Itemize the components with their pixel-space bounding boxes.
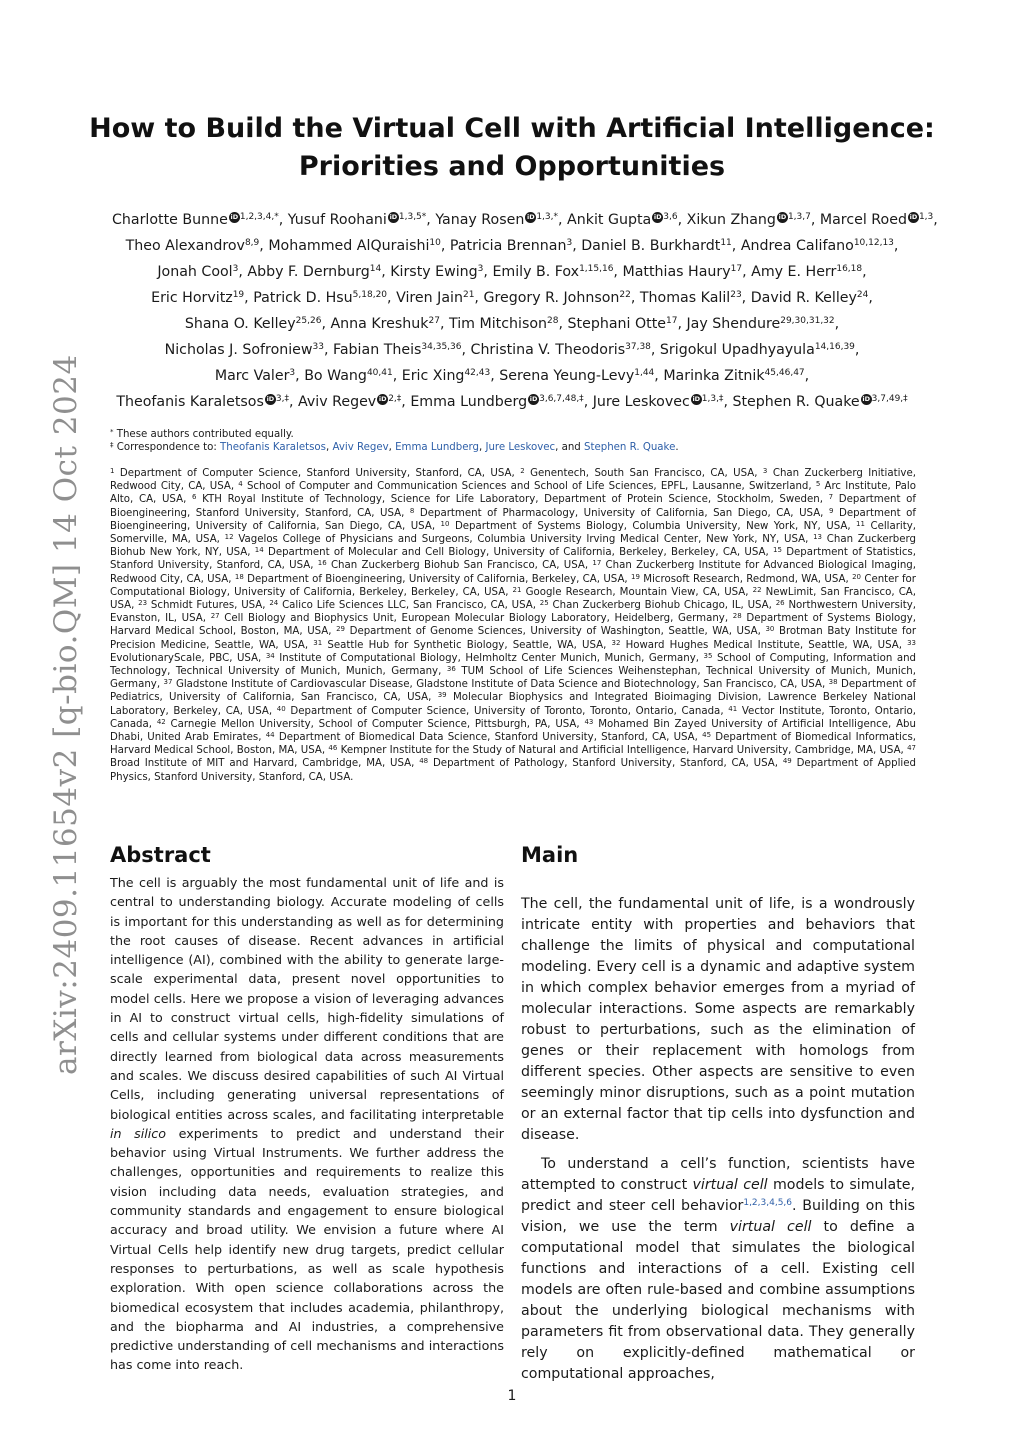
affiliation-number: 34 [265,651,275,660]
author-name: Marcel Roed [819,212,907,228]
affiliation-text: Cellarity, Somerville, MA, USA [110,520,917,546]
affiliation-number: 27 [210,612,220,621]
author [663,368,804,384]
author-affiliation-marks: 1,3 [918,212,934,222]
author [402,368,490,384]
affiliation-number: 48 [419,757,429,766]
affiliation-number: 29 [336,625,346,634]
author [112,212,279,228]
author [640,290,742,306]
affiliation-number: 7 [828,493,834,502]
affiliation-item [520,468,754,479]
author-affiliation-marks: 14,16,39 [814,342,855,352]
author-name: Abby F. Dernburg [247,264,370,280]
author [253,290,387,306]
affiliation-item [157,719,577,730]
author-affiliation-marks: 8,9 [244,238,260,248]
author-affiliation-marks: 40,41 [366,368,393,378]
affiliation-text: Department of Computer Science, University of Toronto, Toronto, Ontario, Canada [290,705,721,717]
correspondence-note: ‡ Correspondence to: Theofanis Karaletsos, Aviv Regev, Emma Lundberg, Jure Leskovec, and Stephen R. Quake. [110,441,679,453]
author-affiliation-marks: 3 [566,238,573,248]
main-body [521,894,915,1385]
author-name: Gregory R. Johnson [483,290,620,306]
author-name: Theofanis Karaletsos [116,394,264,410]
author [450,238,572,254]
affiliation-text: Gladstone Institute of Cardiovascular Disease, Gladstone Institute of Data Science and Biotechnology, San Francisco, CA, USA [175,679,822,691]
affiliation-text: Chan Zuckerberg Institute for Advanced Biological Imaging, Redwood City, CA, USA [110,560,916,585]
affiliation-number: 43 [584,717,594,726]
affiliation-text: Genentech, South San Francisco, CA, USA [530,468,755,479]
author-affiliation-marks: 3,6 [663,212,678,222]
affiliation-number: 17 [592,559,602,568]
main-heading: Main [521,843,579,867]
author-name: Stephen R. Quake [732,394,860,410]
affiliation-number: 46 [328,744,338,753]
affiliation-number: 35 [703,651,713,660]
affiliation-text: KTH Royal Institute of Technology, Science for Life Laboratory, Department of Protein Science, Stockholm, Sweden [202,494,820,506]
affiliation-text: Schmidt Futures, USA [150,600,263,612]
author-name: Fabian Theis [333,342,422,358]
author-name: Yanay Rosen [435,212,525,228]
author-name: Ankit Gupta [567,212,652,228]
orcid-icon[interactable]: iD [230,213,239,221]
author-affiliation-marks: 24 [856,290,869,300]
affiliation-number: 16 [317,559,327,568]
orcid-icon[interactable]: iD [862,395,870,403]
author-line: Jonah Cool$^3$, Abby F. Dernburg$^{14}$, Kirsty Ewing$^3$, Emily B. Fox$^{1,15,16}$, Matthias Haury$^{17}$, Amy E. Herr$^{16,18}$, [157,264,867,280]
affiliation-text: Seattle Hub for Synthetic Biology, Seattle, WA, USA [327,639,604,651]
author [483,290,630,306]
author [593,394,724,410]
affiliation-text: EvolutionaryScale, PBC, USA [110,652,259,664]
affiliation-text: NewLimit, San Francisco, CA, USA [110,586,917,612]
author [247,264,381,280]
affiliation-text: Google Research, Mountain View, CA, USA [525,586,746,598]
author-affiliation-marks: 25,26 [295,316,322,326]
affiliation-text: Department of Statistics, Stanford University, Stanford, CA, USA [110,547,916,572]
author-affiliation-marks: 45,46,47 [764,368,805,378]
author [751,264,862,280]
author-affiliation-marks: 3 [289,368,296,378]
affiliation-text: School of Computing, Information and Technology, Technical University of Munich, Munich, Germany [110,652,916,678]
author-affiliation-marks: 1,3,* [536,212,559,222]
author-affiliation-marks: 17 [730,264,743,274]
author-line: Theo Alexandrov$^{8,9}$, Mohammed AlQuraishi$^{10}$, Patricia Brennan$^3$, Daniel B. Burkhardt$^{11}$, Andrea Califano$^{10,12,13}$, [125,238,899,254]
author-affiliation-marks: 3,‡ [275,394,289,404]
author [157,264,238,280]
author-affiliation-marks: 3 [477,264,484,274]
affiliation-number: 24 [269,599,279,608]
affiliation-text: Department of Bioengineering, Stanford University, Stanford, CA, USA [110,494,916,519]
author-affiliation-marks: 14 [369,264,382,274]
affiliation-number: 15 [773,546,782,555]
author [499,368,654,384]
affiliation-text: Vagelos College of Physicians and Surgeons, Columbia University Irving Medical Center, New York, NY, USA [238,534,806,546]
equal-contribution-note: * These authors contributed equally. [110,428,294,440]
author-notes [110,428,915,454]
affiliation-item [540,600,769,611]
affiliation-item [612,640,899,651]
main-paragraph-1: The cell, the fundamental unit of life, is a wondrously intricate entity with properties and behaviors that challenge the limits of physical and computational modeling. Every cell is a dynamic and adaptive system in which complex behavior emerges from a myriad of molecular interactions. Some aspects are remarkably robust to perturbations, such as the elimination of genes or their replacement with homologs from different species. Other aspects are sensitive to even seemingly minor disruptions, such as a point mutation or an external factor that tip cells into dysfunction and disease. [521,896,915,1143]
author [820,212,933,228]
author-name: Thomas Kalil [639,290,731,306]
author-affiliation-marks: 33 [312,342,324,352]
arxiv-identifier: arXiv:2409.11654v2 [q-bio.QM] 14 Oct 2024 [48,354,84,1075]
affiliation-number: 32 [611,638,621,647]
author-affiliation-marks: 34,35,36 [421,342,462,352]
author-affiliation-marks: 23 [730,290,742,300]
abstract-section [110,840,504,1375]
affiliation-item [313,640,603,651]
author-affiliation-marks: 1,15,16 [579,264,614,274]
affiliation-number: 5 [815,480,821,489]
author-name: Amy E. Herr [751,264,837,280]
title-line-2: Priorities and Opportunities [298,151,726,182]
affiliation-number: 9 [828,506,834,515]
author [660,342,855,358]
orcid-icon[interactable]: iD [529,395,538,403]
affiliation-number: 33 [907,638,917,647]
abstract-heading: Abstract [110,843,211,867]
affiliation-text: Department of Pharmacology, University of California, San Diego, CA, USA [419,507,821,519]
author-affiliation-marks: 37,38 [625,342,651,352]
orcid-icon[interactable]: iD [527,213,535,221]
author [751,290,869,306]
author-line: Theofanis Karaletsos iD $^{3,\ddagger}$, Aviv Regev iD $^{2,\ddagger}$, Emma Lundberg iD $^{3,6,7,48,\ddagger}$, Jure Leskovec iD $^{1,3,\ddagger}$, Stephen R. Quake iD $^{3,7,49,\ddagger}$ [116,394,908,410]
affiliation-text: Cell Biology and Biophysics Unit, European Molecular Biology Laboratory, Heidelberg, Germany [224,613,725,625]
affiliation-number: 10 [440,519,450,528]
affiliation-item [631,574,845,585]
affiliation-text: Department of Bioengineering, University of California, Berkeley, CA, USA [247,573,625,585]
author-name: Srigokul Upadhyayula [659,342,815,358]
affiliation-text: Department of Pediatrics, University of California, San Francisco, CA, USA [110,679,916,704]
citation-link[interactable]: 1,2,3,4,5,6 [743,1198,793,1208]
correspondence-link[interactable]: Emma Lundberg [395,442,479,453]
author-affiliation-marks: 17 [666,316,678,326]
affiliation-text: Chan Zuckerberg Biohub Chicago, IL, USA [552,600,769,612]
author-name: Charlotte Bunne [112,212,228,228]
author [471,342,651,358]
orcid-icon[interactable]: iD [653,213,662,221]
author-name: Emily B. Fox [492,264,580,280]
affiliation-text: Department of Genome Sciences, University of Washington, Seattle, WA, USA [349,626,758,638]
affiliation-text: Kempner Institute for the Study of Natural and Artificial Intelligence, Harvard University, Cambridge, MA, USA [340,745,901,757]
affiliation-text: Department of Biomedical Data Science, Stanford University, Stanford, CA, USA [278,732,695,744]
author-name: Stephani Otte [567,316,666,332]
correspondence-link[interactable]: Jure Leskovec [485,442,556,453]
author-affiliation-marks: 1,3,5* [398,212,427,222]
affiliation-item [110,468,512,479]
affiliation-number: 4 [238,480,243,489]
author-name: Jure Leskovec [592,394,690,410]
author-affiliation-marks: 28 [547,316,559,326]
affiliation-item [269,600,532,611]
author-name: Shana O. Kelley [184,316,296,332]
author-name: Aviv Regev [298,394,377,410]
page-number: 1 [507,1388,517,1404]
author-name: Viren Jain [396,290,463,306]
author [686,316,834,332]
affiliation-item [419,758,775,769]
author-name: Patrick D. Hsu [253,290,353,306]
author-list [112,207,938,415]
affiliation-number: 44 [265,731,275,740]
author-affiliation-marks: 1,44 [634,368,655,378]
author-name: Kirsty Ewing [390,264,478,280]
affiliation-number: 41 [728,704,738,713]
author [567,212,678,228]
author [390,264,483,280]
affiliation-number: 42 [156,717,166,726]
affiliation-item [211,613,725,624]
main-section [521,840,915,1385]
affiliation-number: 13 [813,533,823,542]
affiliation-number: 36 [446,665,456,674]
author [732,394,907,410]
author-affiliation-marks: 19 [232,290,245,300]
author-affiliation-marks: 11 [720,238,732,248]
author [298,394,401,410]
author-line: Marc Valer$^3$, Bo Wang$^{40,41}$, Eric Xing$^{42,43}$, Serena Yeung-Levy$^{1,44}$, Marinka Zitnik$^{45,46,47}$, [214,368,810,384]
affiliation-item [225,534,805,545]
author [185,316,322,332]
author [687,212,811,228]
author [622,264,742,280]
author-line: Charlotte Bunne iD $^{1,2,3,4,*}$, Yusuf Roohani iD $^{1,3,5*}$, Yanay Rosen iD $^{1,3,*}$, Ankit Gupta iD $^{3,6}$, Xikun Zhang iD $^{1,3,7}$, Marcel Roed iD $^{1,3}$, [112,212,938,228]
affiliation-item [138,600,262,611]
author-name: Matthias Haury [622,264,731,280]
affiliation-item [336,626,758,637]
affiliation-number: 8 [409,506,415,515]
affiliation-number: 23 [138,599,148,608]
affiliation-text: Arc Institute, Palo Alto, CA, USA [110,481,916,506]
author-affiliation-marks: 29,30,31,32 [780,316,835,326]
author-name: Christina V. Theodoris [470,342,626,358]
author-affiliation-marks: 3,7,49,‡ [871,394,908,404]
affiliation-number: 37 [163,678,173,687]
affiliation-text: TUM School of Life Sciences Weihenstephan, Technical University of Munich, Munich, Germany [110,666,917,691]
author-name: Patricia Brennan [449,238,567,254]
affiliation-number: 21 [512,585,522,594]
author [116,394,289,410]
affiliation-number: 40 [276,704,286,713]
author [396,290,474,306]
author-name: Theo Alexandrov [125,238,245,254]
affiliation-number: 3 [762,467,768,475]
affiliation-number: 25 [539,599,549,608]
author [449,316,559,332]
affiliation-text: School of Computer and Communication Sciences and School of Life Sciences, EPFL, Lausanne, Switzerland [246,481,809,493]
orcid-icon[interactable]: iD [692,395,701,403]
author [410,394,583,410]
author [304,368,393,384]
author-affiliation-marks: 10,12,13 [853,238,894,248]
author-affiliation-marks: 16,18 [836,264,863,274]
author-name: Xikun Zhang [686,212,776,228]
affiliation-text: Institute of Computational Biology, Helmholtz Center Munich, Munich, Germany [279,652,696,664]
author-name: Marinka Zitnik [663,368,765,384]
paper-title [80,110,944,186]
affiliation-text: Vector Institute, Toronto, Ontario, Canada [110,705,916,730]
affiliation-number: 45 [702,731,712,740]
affiliation-text: Department of Systems Biology, Harvard Medical School, Boston, MA, USA [110,613,917,638]
author-affiliation-marks: 3,6,7,48,‡ [539,394,584,404]
affiliation-text: Chan Zuckerberg Initiative, Redwood City, CA, USA [110,468,916,493]
author [435,212,558,228]
author-name: Emma Lundberg [410,394,528,410]
correspondence-link[interactable]: Theofanis Karaletsos [220,442,326,453]
affiliation-text: Northwestern University, Evanston, IL, USA [110,600,916,625]
author-affiliation-marks: 1,3,‡ [701,394,724,404]
author [165,342,324,358]
affiliation-number: 26 [775,599,785,608]
affiliation-text: Department of Bioengineering, University of California, San Diego, CA, USA [110,507,916,532]
affiliation-item [441,521,848,532]
author-name: Eric Horvitz [151,290,233,306]
affiliation-number: 2 [520,467,525,475]
affiliation-number: 19 [631,572,640,581]
author-affiliation-marks: 21 [462,290,475,300]
author-name: Marc Valer [214,368,290,384]
affiliation-item [318,560,585,571]
affiliation-text: Broad Institute of MIT and Harvard, Cambridge, MA, USA [110,758,412,770]
author-name: Anna Kreshuk [330,316,429,332]
affiliation-text: Mohamed Bin Zayed University of Artificial Intelligence, Abu Dhabi, United Arab Emirates [110,718,916,744]
affiliation-item [277,706,721,717]
affiliation-number: 6 [192,493,197,502]
affiliation-number: 39 [437,691,447,700]
author-name: David R. Kelley [750,290,857,306]
orcid-icon[interactable]: iD [378,395,387,403]
affiliation-text: Department of Pathology, Stanford University, Stanford, CA, USA [432,758,775,770]
author-affiliation-marks: 42,43 [464,368,491,378]
author-name: Jonah Cool [157,264,233,280]
affiliation-text: Chan Zuckerberg Biohub New York, NY, USA [110,534,917,559]
author-affiliation-marks: 1,2,3,4,* [239,212,279,222]
author-affiliation-marks: 22 [619,290,631,300]
affiliation-text: Howard Hughes Medical Institute, Seattle, WA, USA [625,639,899,651]
affiliation-text: Center for Computational Biology, University of California, Berkeley, Berkeley, CA, USA [110,573,916,598]
affiliation-number: 11 [856,519,865,528]
affiliation-item [410,508,820,519]
affiliation-number: 38 [828,678,838,687]
author [268,238,441,254]
orcid-icon[interactable]: iD [778,213,787,221]
author [568,316,678,332]
author-name: Mohammed AlQuraishi [268,238,430,254]
author-affiliation-marks: 3 [232,264,239,274]
author [581,238,732,254]
affiliation-item [255,547,766,558]
author-name: Daniel B. Burkhardt [581,238,721,254]
author [741,238,894,254]
affiliation-number: 1 [110,467,115,475]
author-line: Nicholas J. Sofroniew$^{33}$, Fabian Theis$^{34,35,36}$, Christina V. Theodoris$^{37,38}$, Srigokul Upadhyayula$^{14,16,39}$, [164,342,860,358]
correspondence-link[interactable]: Stephen R. Quake [584,442,676,453]
affiliation-number: 30 [765,625,775,634]
author [288,212,427,228]
affiliation-number: 18 [234,572,244,581]
author-name: Bo Wang [304,368,367,384]
main-paragraph-2: To understand a cell’s function, scientists have attempted to construct virtual cell models to simulate, predict and steer cell behavior$^{1,2,3,4,5,6}$. Building on this vision, we use the term virtual cell to define a computational model that simulates the biological functions and interactions of a cell. Existing cell models are often rule-based and combine assumptions about the underlying biological mechanisms with parameters fit from observational data. They generally rely on explicitly-defined mathematical or computational approaches, [521,1156,915,1382]
affiliation-item [164,679,822,690]
author-name: Nicholas J. Sofroniew [164,342,313,358]
affiliation-item [235,574,625,585]
title-line-1: How to Build the Virtual Cell with Artificial Intelligence: [89,113,935,144]
affiliation-number: 22 [752,585,762,594]
affiliation-text: Calico Life Sciences LLC, San Francisco, CA, USA [282,600,533,612]
author-line: Shana O. Kelley$^{25,26}$, Anna Kreshuk$^{27}$, Tim Mitchison$^{28}$, Stephani Otte$^{17}$, Jay Shendure$^{29,30,31,32}$, [184,316,840,332]
affiliation-text: Brotman Baty Institute for Precision Medicine, Seattle, WA, USA [110,626,917,651]
author-affiliation-marks: 27 [428,316,440,326]
author-name: Serena Yeung-Levy [499,368,635,384]
affiliation-text: Department of Biomedical Informatics, Harvard Medical School, Boston, MA, USA [110,732,916,757]
affiliation-item [328,745,900,756]
affiliation-item [266,653,696,664]
affiliation-text: Chan Zuckerberg Biohub San Francisco, CA, USA [330,560,585,572]
affiliation-text: Microsoft Research, Redmond, WA, USA [643,573,846,585]
affiliation-text: Department of Molecular and Cell Biology, University of California, Berkeley, Berkeley, CA, USA [267,547,766,559]
affiliation-number: 28 [732,612,742,621]
author-affiliation-marks: 10 [429,238,441,248]
affiliation-text: Department of Applied Physics, Stanford University, Stanford, CA, USA. [110,758,916,783]
orcid-icon[interactable]: iD [909,213,918,221]
correspondence-link[interactable]: Aviv Regev [332,442,389,453]
affiliation-item [238,481,808,492]
author [215,368,295,384]
affiliation-text: Department of Systems Biology, Columbia University, New York, NY, USA [454,520,848,532]
author-name: Andrea Califano [740,238,854,254]
author-affiliation-marks: 5,18,20 [352,290,388,300]
affiliation-text: Carnegie Mellon University, School of Computer Science, Pittsburgh, PA, USA [170,718,577,730]
author-name: Yusuf Roohani [287,212,387,228]
orcid-icon[interactable]: iD [389,213,398,221]
author [151,290,244,306]
affiliation-item [513,587,746,598]
affiliation-item [192,494,820,505]
affiliation-number: 20 [852,572,861,581]
author-affiliation-marks: 2,‡ [388,394,402,404]
author-name: Tim Mitchison [449,316,548,332]
orcid-icon[interactable]: iD [266,395,275,403]
affiliation-text: Department of Computer Science, Stanford University, Stanford, CA, USA [119,468,512,479]
affiliation-number: 49 [782,757,792,766]
affiliation-number: 14 [254,546,264,555]
author [492,264,613,280]
author-line: Eric Horvitz$^{19}$, Patrick D. Hsu$^{5,18,20}$, Viren Jain$^{21}$, Gregory R. Johnson$^{22}$, Thomas Kalil$^{23}$, David R. Kelley$^{24}$, [151,290,873,306]
author-name: Jay Shendure [686,316,781,332]
author [333,342,462,358]
affiliation-number: 31 [313,638,323,647]
affiliations: $^1$ Department of Computer Science, Stanford University, Stanford, CA, USA, $^2$ Genentech, South San Francisco, CA, USA, $^3$ Chan Zuckerberg Initiative, Redwood City, CA, USA, $^4$ School of Computer and Communication Sciences and School of Life Sciences, EPFL, Lausanne, Switzerland, $^5$ Arc Institute, Palo Alto, CA, USA, $^6$ KTH Royal Institute of Technology, Science for Life Laboratory, Department of Protein Science, Stockholm, Sweden, $^7$ Department of Bioengineering, Stanford University, Stanford, CA, USA, $^8$ Department of Pharmacology, University of California, San Diego, CA, USA, $^9$ Department of Bioengineering, University of California, San Diego, CA, USA, $^{10}$ Department of Systems Biology, Columbia University, New York, NY, USA, $^{11}$ Cellarity, Somerville, MA, USA, $^{12}$ Vagelos College of Physicians and Surgeons, Columbia University Irving Medical Center, New York, NY, USA, $^{13}$ Chan Zuckerberg Biohub New York, NY, USA, $^{14}$ Department of Molecular and Cell Biology, University of California, Berkeley, Berkeley, CA, USA, $^{15}$ Department of Statistics, Stanford University, Stanford, CA, USA, $^{16}$ Chan Zuckerberg Biohub San Francisco, CA, USA, $^{17}$ Chan Zuckerberg Institute for Advanced Biological Imaging, Redwood City, CA, USA, $^{18}$ Department of Bioengineering, University of California, Berkeley, CA, USA, $^{19}$ Microsoft Research, Redmond, WA, USA, $^{20}$ Center for Computational Biology, University of California, Berkeley, Berkeley, CA, USA, $^{21}$ Google Research, Mountain View, CA, USA, $^{22}$ NewLimit, San Francisco, CA, USA, $^{23}$ Schmidt Futures, USA, $^{24}$ Calico Life Sciences LLC, San Francisco, CA, USA, $^{25}$ Chan Zuckerberg Biohub Chicago, IL, USA, $^{26}$ Northwestern University, Evanston, IL, USA, $^{27}$ Cell Biology and Biophysics Unit, European Molecular Biology Laboratory, Heidelberg, Germany, $^{28}$ Department of Systems Biology, Harvard Medical School, Boston, MA, USA, $^{29}$ Department of Genome Sciences, University of Washington, Seattle, WA, USA, $^{30}$ Brotman Baty Institute for Precision Medicine, Seattle, WA, USA, $^{31}$ Seattle Hub for Synthetic Biology, Seattle, WA, USA, $^{32}$ Howard Hughes Medical Institute, Seattle, WA, USA, $^{33}$ EvolutionaryScale, PBC, USA, $^{34}$ Institute of Computational Biology, Helmholtz Center Munich, Munich, Germany, $^{35}$ School of Computing, Information and Technology, Technical University of Munich, Munich, Germany, $^{36}$ TUM School of Life Sciences Weihenstephan, Technical University of Munich, Munich, Germany, $^{37}$ Gladstone Institute of Cardiovascular Disease, Gladstone Institute of Data Science and Biotechnology, San Francisco, CA, USA, $^{38}$ Department of Pediatrics, University of California, San Francisco, CA, USA, $^{39}$ Molecular Biophysics and Integrated Bioimaging Division, Lawrence Berkeley National Laboratory, Berkeley, CA, USA, $^{40}$ Department of Computer Science, University of Toronto, Toronto, Ontario, Canada, $^{41}$ Vector Institute, Toronto, Ontario, Canada, $^{42}$ Carnegie Mellon University, School of Computer Science, Pittsburgh, PA, USA, $^{43}$ Mohamed Bin Zayed University of Artificial Intelligence, Abu Dhabi, United Arab Emirates, $^{44}$ Department of Biomedical Data Science, Stanford University, Stanford, CA, USA, $^{45}$ Department of Biomedical Informatics, Harvard Medical School, Boston, MA, USA, $^{46}$ Kempner Institute for the Study of Natural and Artificial Intelligence, Harvard University, Cambridge, MA, USA, $^{47}$ Broad Institute of MIT and Harvard, Cambridge, MA, USA, $^{48}$ Department of Pathology, Stanford University, Stanford, CA, USA, $^{49}$ Department of Applied Physics, Stanford University, Stanford, CA, USA. [110,467,917,783]
author [126,238,260,254]
author [330,316,440,332]
affiliation-item [266,732,695,743]
author-affiliation-marks: 1,3,7 [787,212,811,222]
affiliation-text: Molecular Biophysics and Integrated Bioimaging Division, Lawrence Berkeley National Laboratory, Berkeley, CA, USA [110,692,916,717]
author-name: Eric Xing [401,368,465,384]
affiliation-number: 47 [907,744,916,753]
abstract-body: The cell is arguably the most fundamental unit of life and is central to understanding biology. Accurate modeling of cells is important for this understanding as well as for determining the root causes of disease. Recent advances in artificial intelligence (AI), combined with the ability to generate large-scale experimental data, present novel opportunities to model cells. Here we propose a vision of leveraging advances in AI to construct virtual cells, high-fidelity simulations of cells and cellular systems under different conditions that are directly learned from biological data across measurements and scales. We discuss desired capabilities of such AI Virtual Cells, including generating universal representations of biological entities across scales, and facilitating interpretable in silico experiments to predict and understand their behavior using Virtual Instruments. We further address the challenges, opportunities and requirements to realize this vision including data needs, evaluation strategies, and community standards and engagement to ensure biological accuracy and broad utility. We envision a future where AI Virtual Cells help identify new drug targets, predict cellular responses to perturbations, as well as scale hypothesis exploration. With open science collaborations across the biomedical ecosystem that includes academia, philanthropy, and the biopharma and AI industries, a comprehensive predictive understanding of cell mechanisms and interactions has come into reach. [110,875,504,1373]
affiliation-number: 12 [224,533,234,542]
